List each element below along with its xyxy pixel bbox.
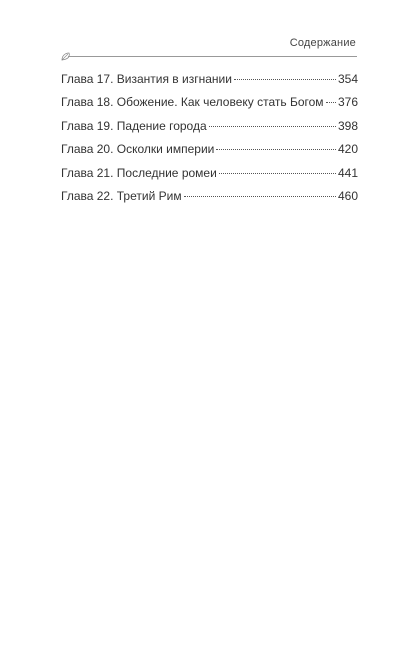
toc-entry[interactable] xyxy=(61,189,358,212)
toc-entry-page: 354 xyxy=(337,72,358,86)
running-header-title: Содержание xyxy=(289,37,356,49)
toc-entry-label: Глава 18. Обожение. Как человеку стать Богом xyxy=(61,95,324,110)
toc-entry[interactable] xyxy=(61,119,358,142)
toc-entry-label: Глава 19. Падение города xyxy=(61,118,207,133)
dot-leader xyxy=(184,196,336,197)
dot-leader xyxy=(234,79,336,80)
toc-entry-page: 398 xyxy=(337,118,358,133)
dot-leader xyxy=(209,126,336,127)
toc-entry-page: 420 xyxy=(337,142,358,157)
toc-entry[interactable] xyxy=(61,142,358,165)
toc-entry-label: Глава 20. Осколки империи xyxy=(61,142,215,157)
toc-entry-label: Глава 17. Византия в изгнании xyxy=(61,72,232,86)
toc-entry-label: Глава 21. Последние ромеи xyxy=(61,165,217,180)
dot-leader xyxy=(326,102,336,103)
dot-leader xyxy=(219,173,336,174)
toc-entry[interactable] xyxy=(61,166,358,189)
header-rule xyxy=(68,56,357,57)
dot-leader xyxy=(216,149,336,150)
toc-entry-page: 376 xyxy=(337,95,358,110)
toc-entry[interactable] xyxy=(61,72,358,95)
toc-entry[interactable] xyxy=(61,95,358,118)
table-of-contents xyxy=(61,72,358,212)
toc-entry-page: 460 xyxy=(337,188,358,203)
toc-entry-label: Глава 22. Третий Рим xyxy=(61,188,182,203)
toc-entry-page: 441 xyxy=(337,165,358,180)
